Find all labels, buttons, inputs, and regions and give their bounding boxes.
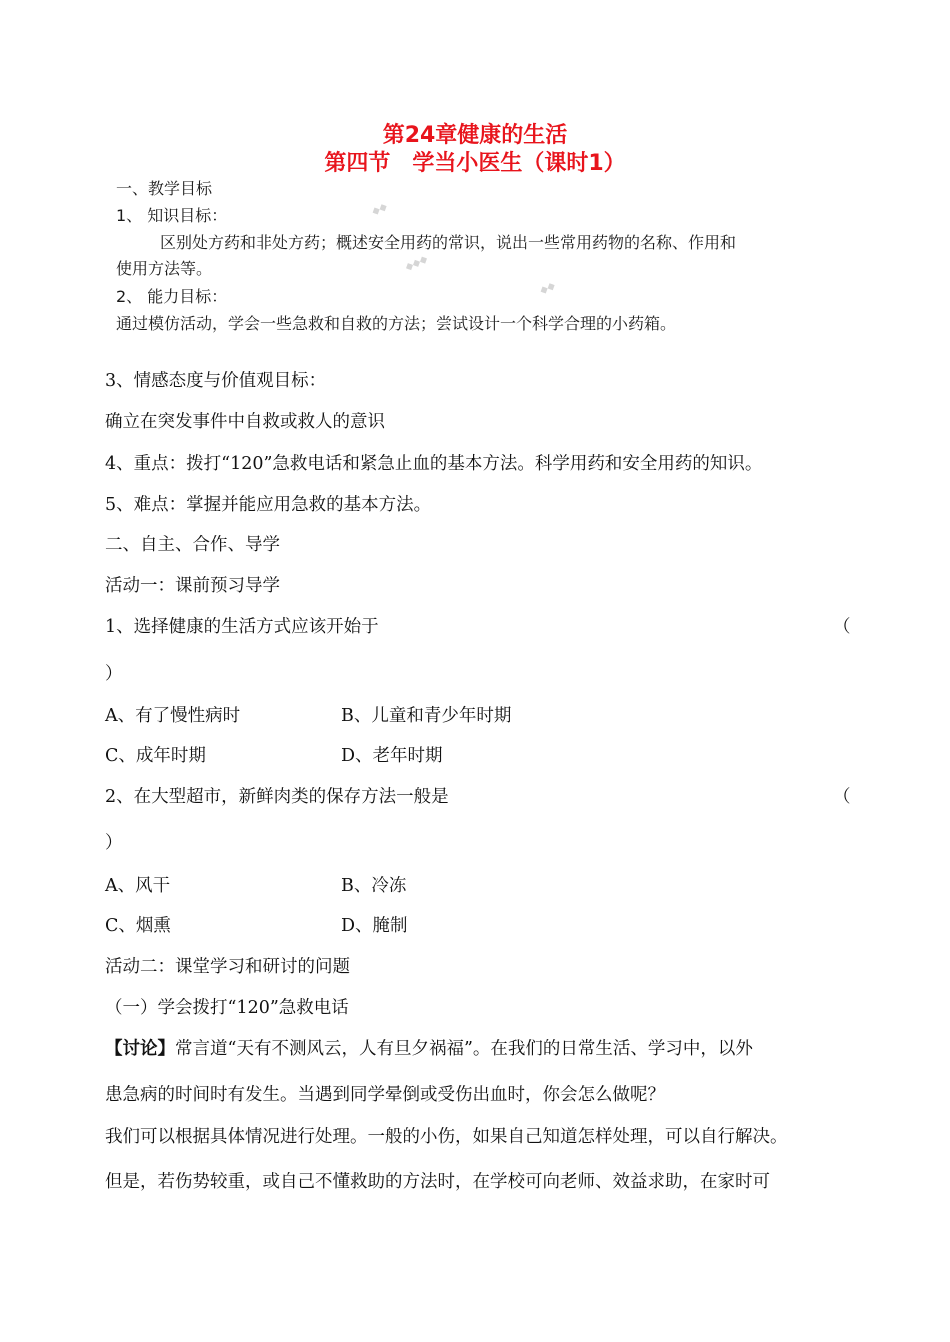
question-2-paren-close: ） (105, 833, 123, 853)
chapter-title: 第24章健康的生活 (382, 123, 568, 148)
ability-label: 2、 能力目标： (116, 287, 228, 306)
knowledge-text-1: 区别处方药和非处方药；概述安全用药的常识，说出一些常用药物的名称、作用和 (160, 233, 737, 252)
knowledge-text-2: 使用方法等。 (116, 259, 213, 278)
emotion-text: 确立在突发事件中自救或救人的意识 (105, 412, 385, 432)
discussion-line-1 (105, 1035, 753, 1060)
ability-text: 通过模仿活动，学会一些急救和自救的方法；尝试设计一个科学合理的小药箱。 (116, 314, 677, 333)
difficulty: 5、难点：掌握并能应用急救的基本方法。 (105, 495, 432, 515)
emotion-label: 3、情感态度与价值观目标： (105, 371, 327, 391)
question-2-option-d: D、腌制 (341, 916, 408, 936)
paragraph-line-1: 我们可以根据具体情况进行处理。一般的小伤，如果自己知道怎样处理，可以自行解决。 (105, 1127, 788, 1147)
activity-1-heading: 活动一：课前预习导学 (105, 576, 280, 596)
objectives-heading: 一、教学目标 (116, 179, 213, 198)
paragraph-line-2: 但是，若伤势较重，或自己不懂救助的方法时，在学校可向老师、效益求助，在家时可 (105, 1172, 770, 1192)
section-2-heading: 二、自主、合作、导学 (105, 535, 280, 555)
question-1-option-a: A、有了慢性病时 (105, 706, 241, 726)
discussion-tag: 【讨论】 (105, 1039, 175, 1059)
discussion-line-2: 患急病的时间时有发生。当遇到同学晕倒或受伤出血时，你会怎么做呢？ (105, 1085, 665, 1105)
knowledge-label: 1、 知识目标： (116, 206, 228, 225)
key-points: 4、重点：拨打“120”急救电话和紧急止血的基本方法。科学用药和安全用药的知识。 (105, 454, 763, 474)
question-1-paren-open: （ (833, 617, 851, 637)
question-1-stem: 1、选择健康的生活方式应该开始于 (105, 617, 379, 637)
watermark-mark: ◆◆ (370, 201, 389, 218)
watermark-mark: ◆◆◆ (403, 253, 430, 274)
question-2-option-c: C、烟熏 (105, 916, 171, 936)
question-2-option-b: B、冷冻 (341, 876, 407, 896)
discussion-text-1: 常言道“天有不测风云，人有旦夕祸福”。在我们的日常生活、学习中，以外 (175, 1039, 753, 1059)
watermark-mark: ◆◆ (538, 280, 557, 297)
question-1-option-b: B、儿童和青少年时期 (341, 706, 512, 726)
question-2-stem: 2、在大型超市，新鲜肉类的保存方法一般是 (105, 787, 449, 807)
question-2-paren-open: （ (833, 787, 851, 807)
section-title: 第四节 学当小医生（课时1） (324, 151, 626, 176)
activity-2-sub1: （一）学会拨打“120”急救电话 (105, 998, 349, 1018)
question-2-option-a: A、风干 (105, 876, 171, 896)
activity-2-heading: 活动二：课堂学习和研讨的问题 (105, 957, 350, 977)
question-1-paren-close: ） (105, 664, 123, 684)
question-1-option-c: C、成年时期 (105, 746, 206, 766)
question-1-option-d: D、老年时期 (341, 746, 443, 766)
